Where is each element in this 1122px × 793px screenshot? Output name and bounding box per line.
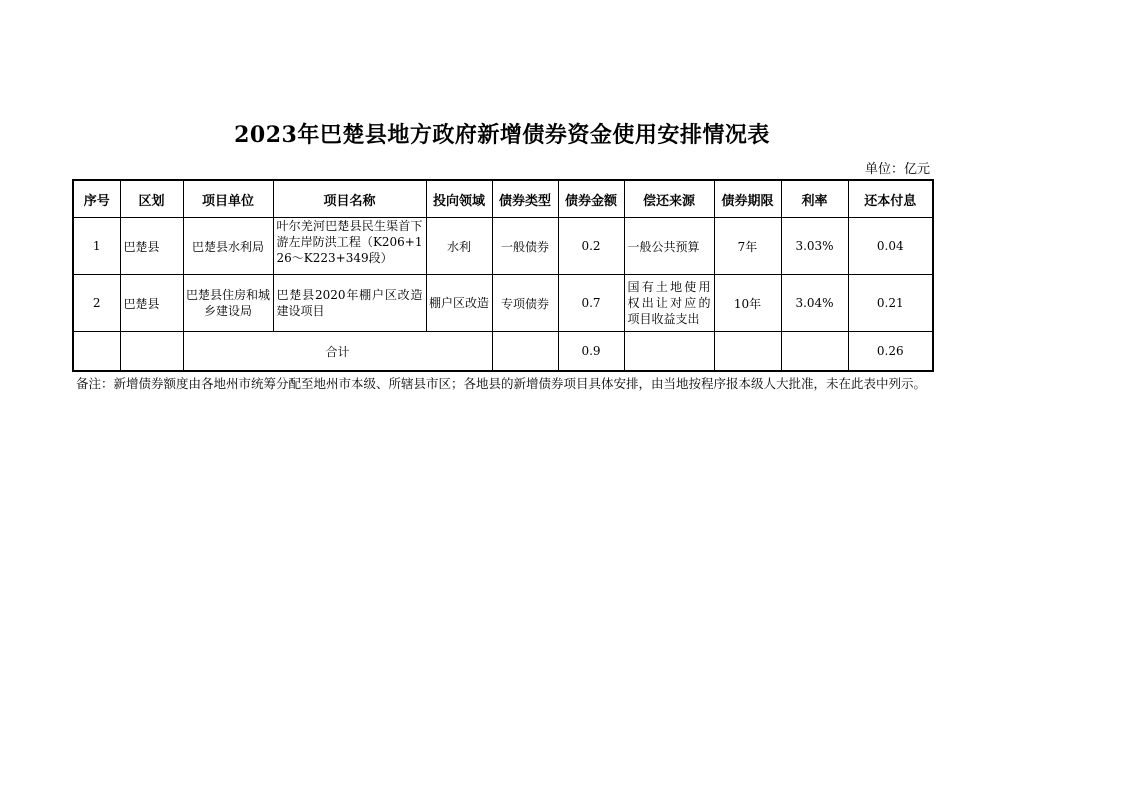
- cell-field: 棚户区改造: [426, 275, 492, 332]
- cell-project: [273, 275, 426, 332]
- cell-empty: [714, 332, 781, 372]
- header-amount: 债券金额: [558, 180, 624, 218]
- header-rate: 利率: [781, 180, 848, 218]
- cell-unit: 巴楚县住房和城乡建设局: [183, 275, 273, 332]
- cell-empty: [73, 332, 120, 372]
- cell-project-text: 叶尔羌河巴楚县民生渠首下游左岸防洪工程（K206+126～K223+349段）: [276, 219, 423, 265]
- cell-term: 7年: [714, 218, 781, 275]
- page-title: 2023年巴楚县地方政府新增债券资金使用安排情况表: [234, 122, 770, 148]
- header-term: 债券期限: [714, 180, 781, 218]
- table-row: [73, 218, 933, 275]
- cell-type: 专项债券: [492, 275, 558, 332]
- total-repay: 0.26: [848, 332, 933, 372]
- header-seq: 序号: [73, 180, 120, 218]
- header-region: 区划: [120, 180, 183, 218]
- cell-project: [273, 218, 426, 275]
- table-row: [73, 275, 933, 332]
- cell-field: 水利: [426, 218, 492, 275]
- footnote: 备注：新增债券额度由各地州市统筹分配至地州市本级、所辖县市区；各地县的新增债券项目具体安排，由当地按程序报本级人大批准，未在此表中列示。: [76, 376, 927, 391]
- cell-seq: 2: [73, 275, 120, 332]
- table-header-row: [73, 180, 933, 218]
- cell-rate: 3.03%: [781, 218, 848, 275]
- cell-seq: 1: [73, 218, 120, 275]
- debt-table: [72, 179, 934, 372]
- cell-region: 巴楚县: [120, 275, 183, 332]
- cell-source: 一般公共预算: [624, 218, 714, 275]
- cell-empty: [492, 332, 558, 372]
- cell-source: 国有土地使用权出让对应的项目收益支出: [624, 275, 714, 332]
- cell-amount: 0.7: [558, 275, 624, 332]
- cell-empty: [120, 332, 183, 372]
- unit-label: 单位：亿元: [864, 162, 930, 177]
- total-amount: 0.9: [558, 332, 624, 372]
- total-label: 合计: [183, 332, 492, 372]
- header-type: 债券类型: [492, 180, 558, 218]
- header-source: 偿还来源: [624, 180, 714, 218]
- cell-term: 10年: [714, 275, 781, 332]
- cell-empty: [624, 332, 714, 372]
- cell-empty: [781, 332, 848, 372]
- header-project: 项目名称: [273, 180, 426, 218]
- header-field: 投向领域: [426, 180, 492, 218]
- cell-repay: 0.04: [848, 218, 933, 275]
- cell-repay: 0.21: [848, 275, 933, 332]
- header-unit: 项目单位: [183, 180, 273, 218]
- table-total-row: [73, 332, 933, 372]
- cell-unit: 巴楚县水利局: [183, 218, 273, 275]
- cell-type: 一般债券: [492, 218, 558, 275]
- header-repay: 还本付息: [848, 180, 933, 218]
- cell-project-text: 巴楚县2020年棚户区改造建设项目: [276, 288, 423, 318]
- cell-rate: 3.04%: [781, 275, 848, 332]
- cell-amount: 0.2: [558, 218, 624, 275]
- cell-region: 巴楚县: [120, 218, 183, 275]
